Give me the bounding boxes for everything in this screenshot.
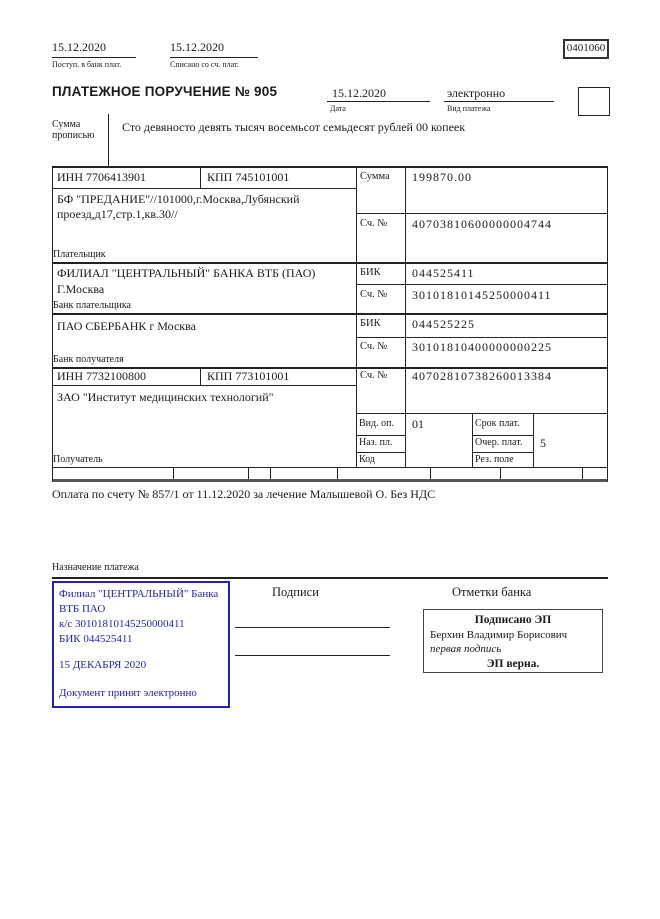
grid-line: [356, 413, 608, 414]
code-label: Код: [359, 454, 375, 465]
grid-line: [405, 166, 406, 467]
amount-words-divider: [108, 114, 109, 166]
electronic-signature-box: [423, 609, 603, 673]
bank-stamp: [52, 581, 230, 708]
payee-bank-section-label: Банк получателя: [53, 354, 124, 365]
payee-name: ЗАО "Институт медицинских технологий": [57, 390, 274, 404]
stamp-date: 15 ДЕКАБРЯ 2020: [59, 659, 147, 672]
payment-type-value: электронно: [447, 86, 506, 100]
stamp-line-bank-name-1: Филиал "ЦЕНТРАЛЬНЫЙ" Банка: [59, 588, 219, 600]
signature-line-2: [235, 655, 390, 656]
grid-line: [472, 452, 533, 453]
grid-line: [607, 166, 608, 481]
date-underline: [327, 101, 430, 102]
payer-bank-bik: 044525411: [412, 266, 475, 280]
debited-date-underline: [170, 57, 258, 58]
payer-bank-account-label: Сч. №: [360, 289, 388, 300]
bank-marks-label: Отметки банка: [452, 585, 532, 599]
grid-line: [52, 166, 53, 481]
ep-verified-label: ЭП верна.: [486, 657, 540, 670]
grid-line: [52, 385, 356, 386]
payee-bank-account-label: Сч. №: [360, 341, 388, 352]
payer-bank-name-line1: ФИЛИАЛ "ЦЕНТРАЛЬНЫЙ" БАНКА ВТБ (ПАО): [57, 266, 316, 280]
sum-value: 199870.00: [412, 170, 472, 184]
grid-line: [472, 435, 533, 436]
op-type-label: Вид. оп.: [359, 418, 394, 429]
payment-type-underline: [444, 101, 554, 102]
stamp-line-bank-name-2: ВТБ ПАО: [59, 602, 106, 615]
grid-line: [270, 467, 271, 479]
stamp-bik: БИК 044525411: [59, 632, 133, 645]
signatures-label: Подписи: [272, 585, 319, 599]
sum-label: Сумма: [360, 171, 390, 182]
grid-line: [533, 413, 534, 467]
grid-line: [356, 337, 608, 338]
payer-section-label: Плательщик: [53, 249, 106, 260]
payee-kpp: КПП 773101001: [207, 369, 290, 383]
document-title: ПЛАТЕЖНОЕ ПОРУЧЕНИЕ № 905: [52, 84, 278, 99]
grid-line: [356, 452, 405, 453]
amount-words-value: Сто девяносто девять тысяч восемьсот семьдесят рублей 00 копеек: [122, 120, 466, 134]
reserve-field-label: Рез. поле: [475, 454, 514, 465]
grid-line: [52, 467, 608, 468]
payer-inn: ИНН 7706413901: [57, 170, 146, 184]
payer-bank-account: 30101810145250000411: [412, 288, 552, 302]
payer-bank-bik-label: БИК: [360, 267, 381, 278]
amount-words-label: Сумма прописью: [52, 119, 95, 141]
grid-line: [52, 188, 356, 189]
payee-bank-name: ПАО СБЕРБАНК г Москва: [57, 319, 196, 333]
payee-bank-bik-label: БИК: [360, 318, 381, 329]
debited-label: Списано со сч. плат.: [170, 60, 239, 69]
grid-line: [173, 467, 174, 479]
grid-line: [356, 166, 357, 467]
grid-line: [200, 367, 201, 385]
pay-term-label: Срок плат.: [475, 418, 520, 429]
payer-account-label: Сч. №: [360, 218, 388, 229]
ep-first-signature-label: первая подпись: [430, 643, 502, 656]
grid-line: [52, 166, 608, 168]
debited-date: 15.12.2020: [170, 40, 224, 54]
ep-signer-name: Берхин Владимир Борисович: [430, 628, 568, 641]
grid-line: [52, 313, 608, 315]
grid-line: [200, 166, 201, 188]
received-in-bank-label: Поступ. в банк плат.: [52, 60, 122, 69]
payee-bank-bik: 044525225: [412, 317, 475, 331]
op-type-value: 01: [412, 417, 424, 431]
signature-line-1: [235, 627, 390, 628]
document-date: 15.12.2020: [332, 86, 386, 100]
priority-value: 5: [540, 436, 546, 450]
payment-purpose-text: Оплата по счету № 857/1 от 11.12.2020 за лечение Малышевой О. Без НДС: [52, 487, 436, 501]
payer-bank-name-line2: Г.Москва: [57, 282, 105, 296]
grid-line: [356, 284, 608, 285]
date-label: Дата: [330, 104, 346, 113]
payer-kpp: КПП 745101001: [207, 170, 290, 184]
grid-line: [248, 467, 249, 479]
grid-line: [52, 262, 608, 264]
payment-purpose-label: Назначение платежа: [52, 562, 139, 573]
payee-inn: ИНН 7732100800: [57, 369, 146, 383]
stamp-corr-account: к/с 30101810145250000411: [59, 617, 185, 630]
received-in-bank-date: 15.12.2020: [52, 40, 106, 54]
stamp-accepted-text: Документ принят электронно: [59, 687, 197, 700]
grid-line: [500, 467, 501, 479]
payee-section-label: Получатель: [53, 454, 103, 465]
grid-line: [52, 479, 608, 482]
priority-label: Очер. плат.: [475, 437, 523, 448]
payer-bank-section-label: Банк плательщика: [53, 300, 131, 311]
status-checkbox: [578, 87, 610, 116]
ep-signed-title: Подписано ЭП: [474, 614, 552, 626]
grid-line: [430, 467, 431, 479]
payee-account: 40702810738260013384: [412, 369, 552, 383]
grid-line: [356, 435, 405, 436]
grid-line: [582, 467, 583, 479]
payee-account-label: Сч. №: [360, 370, 388, 381]
form-code-box: 0401060: [563, 39, 609, 59]
grid-line: [337, 467, 338, 479]
grid-line: [356, 213, 608, 214]
payer-name: БФ "ПРЕДАНИЕ"//101000,г.Москва,Лубянский проезд,д17,стр.1,кв.30//: [57, 192, 300, 221]
grid-line: [472, 413, 473, 467]
payer-account: 40703810600000004744: [412, 217, 552, 231]
payment-type-label: Вид платежа: [447, 104, 491, 113]
received-date-underline: [52, 57, 136, 58]
purpose-separator-line: [52, 577, 608, 579]
payee-bank-account: 30101810400000000225: [412, 340, 552, 354]
purpose-kind-label: Наз. пл.: [359, 437, 393, 448]
